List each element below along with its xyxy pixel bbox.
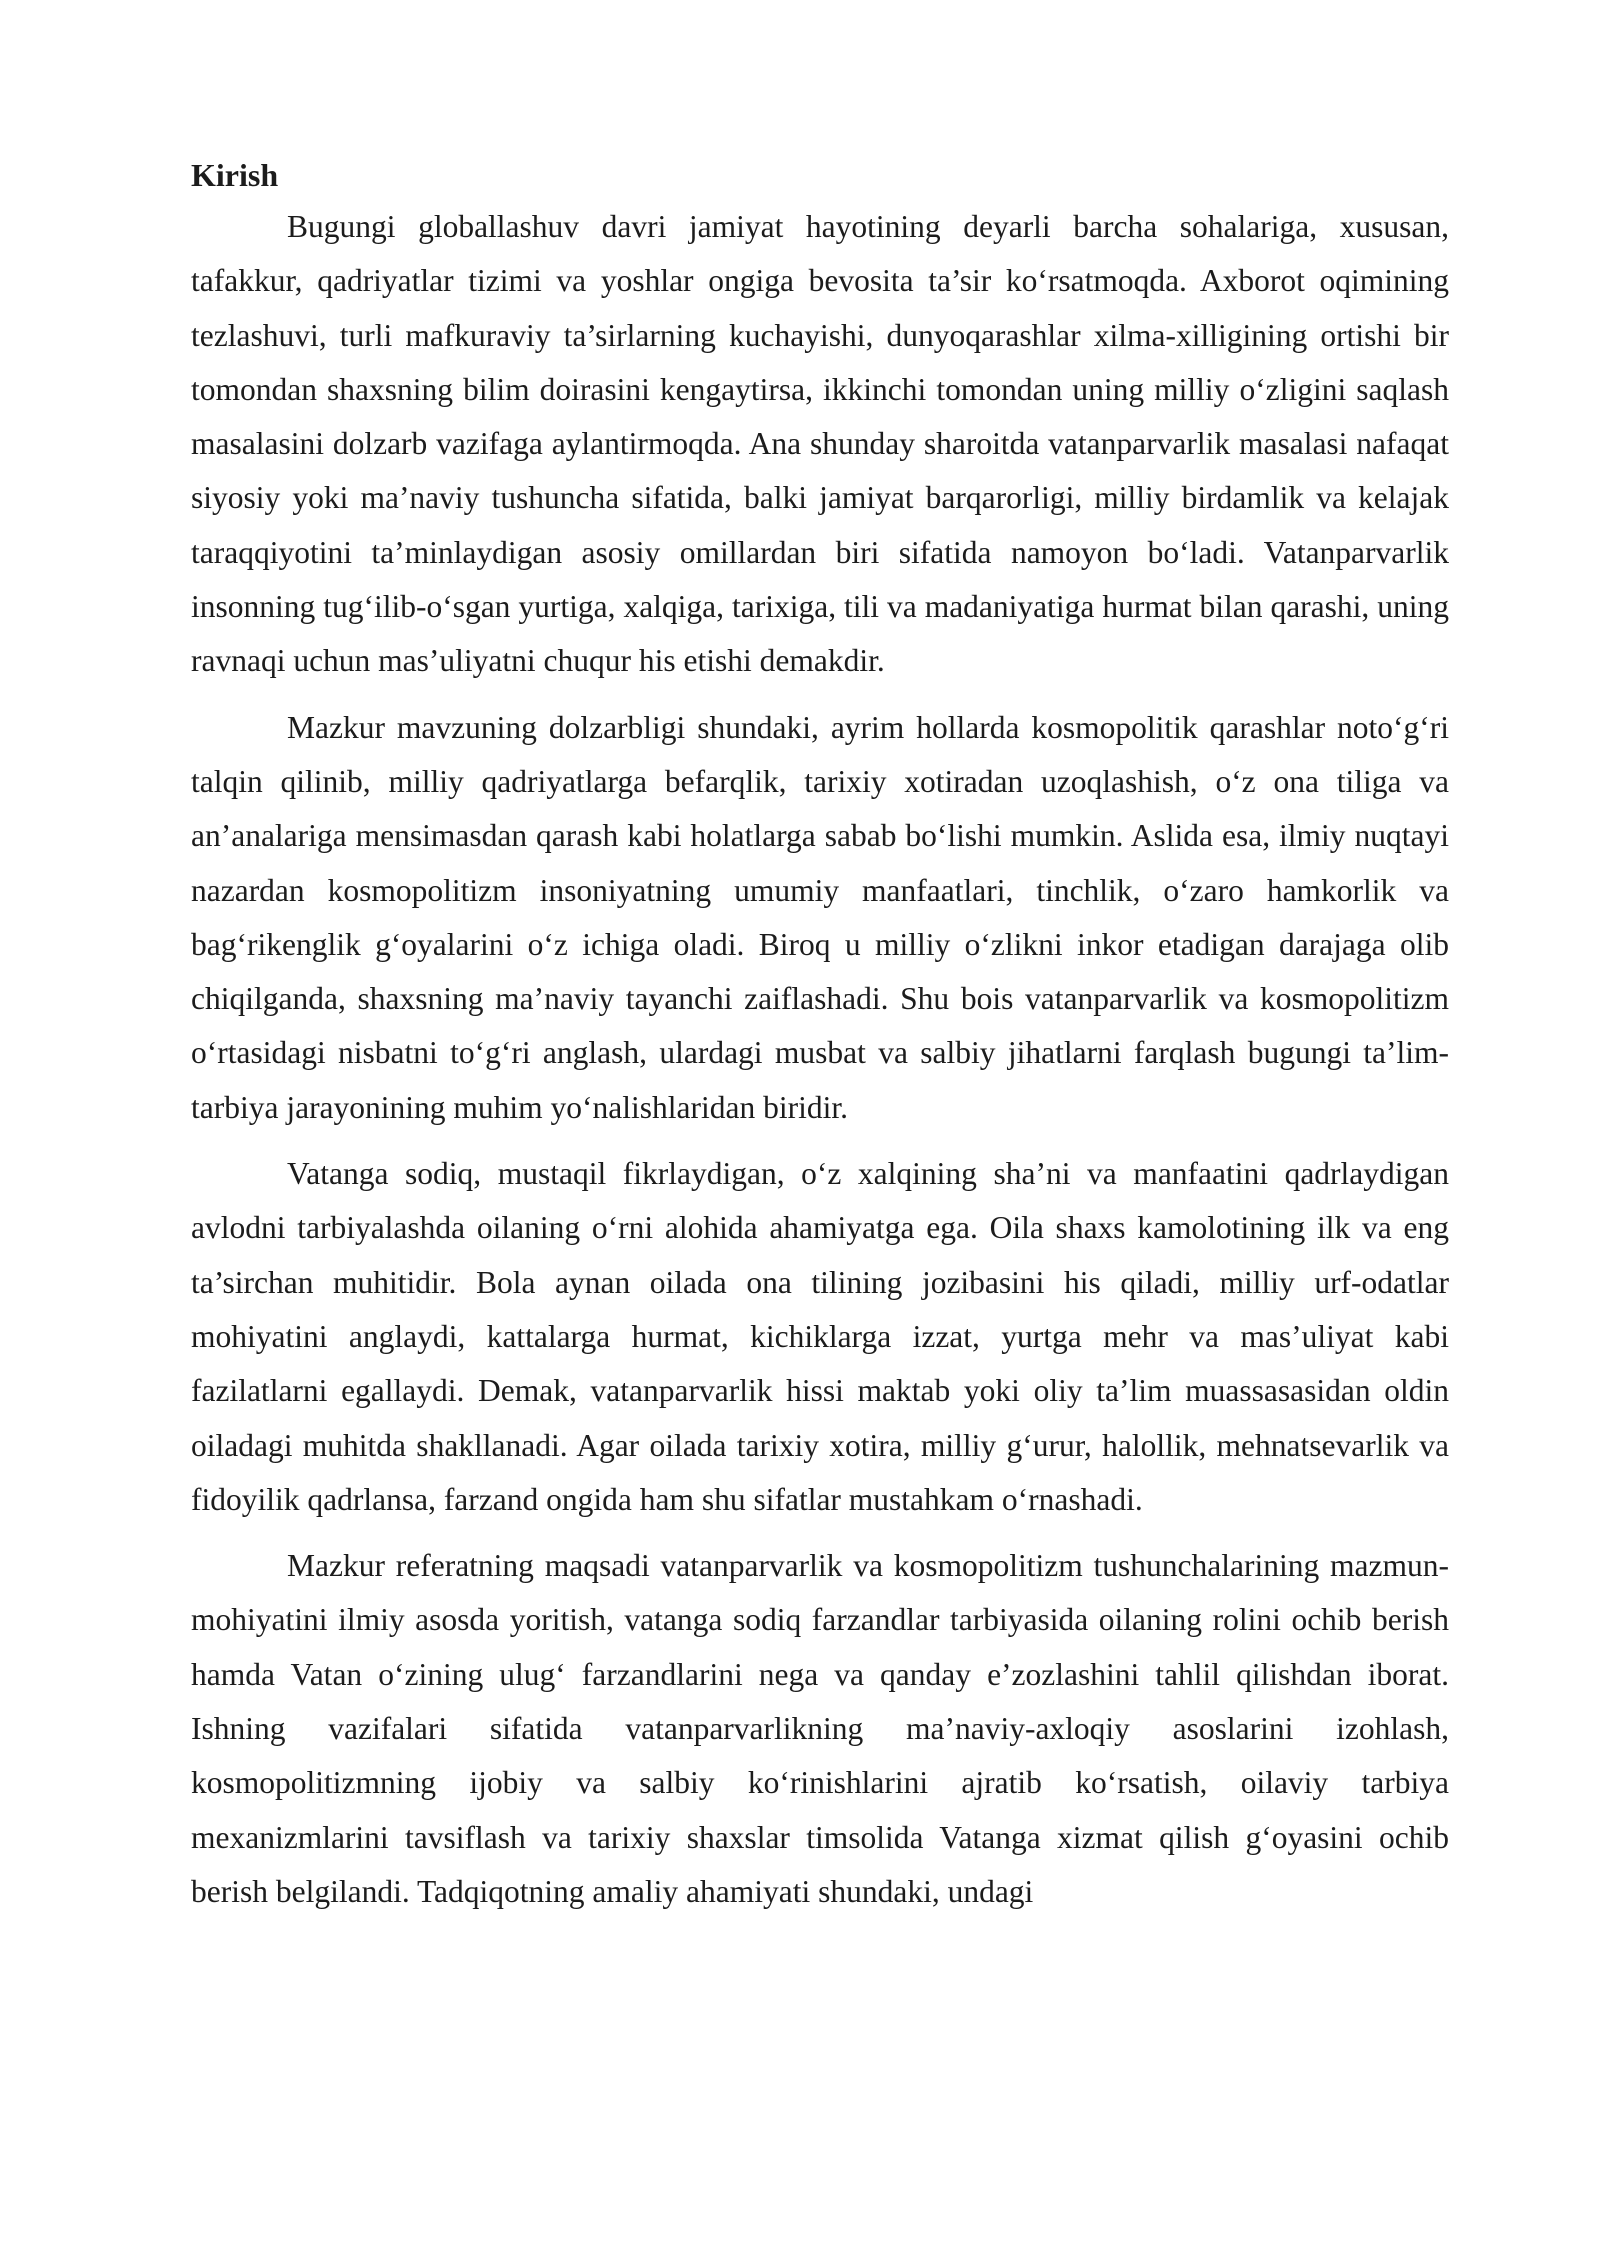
paragraph-2: Mazkur mavzuning dolzarbligi shundaki, ayrim hollarda kosmopolitik qarashlar noto‘g‘ri talqin qilinib, milliy qadriyatlarga befarqlik, tarixiy xotiradan uzoqlashish, o‘z ona tiliga va an’analariga mensimasdan qarash kabi holatlarga sabab bo‘lishi mumkin. Aslida esa, ilmiy nuqtayi nazardan kosmopolitizm insoniyatning umumiy manfaatlari, tinchlik, o‘zaro hamkorlik va bag‘rikenglik g‘oyalarini o‘z ichiga oladi. Biroq u milliy o‘zlikni inkor etadigan darajaga olib chiqilganda, shaxsning ma’naviy tayanchi zaiflashadi. Shu bois vatanparvarlik va kosmopolitizm o‘rtasidagi nisbatni to‘g‘ri anglash, ulardagi musbat va salbiy jihatlarni farqlash bugungi ta’lim-tarbiya jarayonining muhim yo‘nalishlaridan biridir. (191, 709, 1449, 1125)
section-heading: Kirish (191, 157, 279, 193)
paragraph-4: Mazkur referatning maqsadi vatanparvarlik va kosmopolitizm tushunchalarining mazmun-mohiyatini ilmiy asosda yoritish, vatanga sodiq farzandlar tarbiyasida oilaning rolini ochib berish hamda Vatan o‘zining ulug‘ farzandlarini nega va qanday e’zozlashini tahlil qilishdan iborat. Ishning vazifalari sifatida vatanparvarlikning ma’naviy-axloqiy asoslarini izohlash, kosmopolitizmning ijobiy va salbiy ko‘rinishlarini ajratib ko‘rsatish, oilaviy tarbiya mexanizmlarini tavsiflash va tarixiy shaxslar timsolida Vatanga xizmat qilish g‘oyasini ochib berish belgilandi. Tadqiqotning amaliy ahamiyati shundaki, undagi (191, 1548, 1449, 1909)
document-body (191, 150, 1449, 1919)
paragraph-3: Vatanga sodiq, mustaqil fikrlaydigan, o‘z xalqining sha’ni va manfaatini qadrlaydigan avlodni tarbiyalashda oilaning o‘rni alohida ahamiyatga ega. Oila shaxs kamolotining ilk va eng ta’sirchan muhitidir. Bola aynan oilada ona tilining jozibasini his qiladi, milliy urf-odatlar mohiyatini anglaydi, kattalarga hurmat, kichiklarga izzat, yurtga mehr va mas’uliyat kabi fazilatlarni egallaydi. Demak, vatanparvarlik hissi maktab yoki oliy ta’lim muassasasidan oldin oiladagi muhitda shakllanadi. Agar oilada tarixiy xotira, milliy g‘urur, halollik, mehnatsevarlik va fidoyilik qadrlansa, farzand ongida ham shu sifatlar mustahkam o‘rnashadi. (191, 1156, 1449, 1517)
paragraph-1: Bugungi globallashuv davri jamiyat hayotining deyarli barcha sohalariga, xususan, tafakkur, qadriyatlar tizimi va yoshlar ongiga bevosita ta’sir ko‘rsatmoqda. Axborot oqimining tezlashuvi, turli mafkuraviy ta’sirlarning kuchayishi, dunyoqarashlar xilma-xilligining ortishi bir tomondan shaxsning bilim doirasini kengaytirsa, ikkinchi tomondan uning milliy o‘zligini saqlash masalasini dolzarb vazifaga aylantirmoqda. Ana shunday sharoitda vatanparvarlik masalasi nafaqat siyosiy yoki ma’naviy tushuncha sifatida, balki jamiyat barqarorligi, milliy birdamlik va kelajak taraqqiyotini ta’minlaydigan asosiy omillardan biri sifatida namoyon bo‘ladi. Vatanparvarlik insonning tug‘ilib-o‘sgan yurtiga, xalqiga, tarixiga, tili va madaniyatiga hurmat bilan qarashi, uning ravnaqi uchun mas’uliyatni chuqur his etishi demakdir. (191, 209, 1449, 679)
